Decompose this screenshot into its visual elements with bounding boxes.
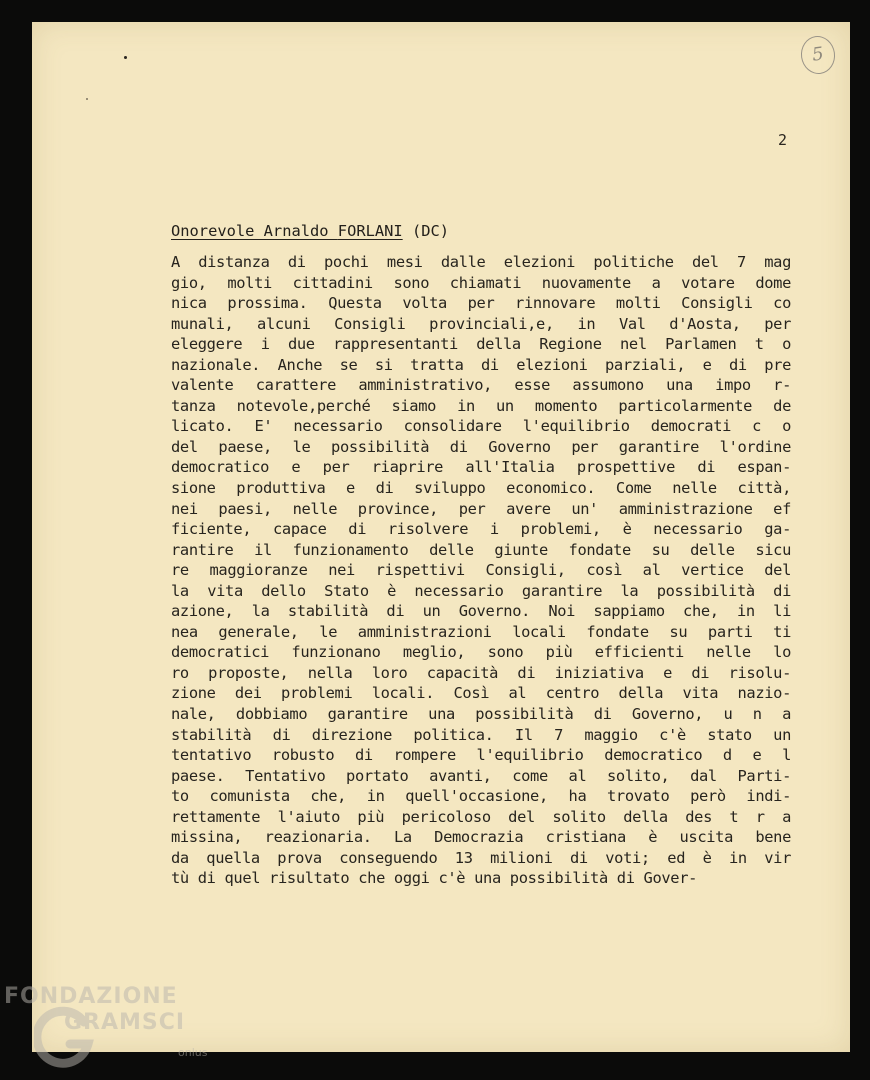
speaker-prefix: Onorevole Arnaldo <box>171 222 338 240</box>
text-line: ro proposte, nella loro capacità di iniziativa e di risolu- <box>171 663 791 682</box>
text-line: re maggioranze nei rispettivi Consigli, così al vertice del <box>171 561 791 580</box>
text-line: azione, la stabilità di un Governo. Noi sappiamo che, in li <box>171 602 791 621</box>
text-line: sione produttiva e di sviluppo economico. Come nelle città, <box>171 479 791 498</box>
speaker-heading <box>171 222 449 240</box>
archive-folio-mark: 5 <box>799 34 838 76</box>
page-number: 2 <box>778 131 788 149</box>
text-line: A distanza di pochi mesi dalle elezioni politiche del 7 mag <box>171 253 791 271</box>
text-line: rettamente l'aiuto più pericoloso del solito della des t r a <box>171 807 791 826</box>
text-line: tù di quel risultato che oggi c'è una possibilità di Gover- <box>171 869 698 888</box>
text-line: munali, alcuni Consigli provinciali,e, in Val d'Aosta, per <box>171 314 791 333</box>
speaker-party: (DC) <box>402 222 450 240</box>
text-line: paese. Tentativo portato avanti, come al solito, dal Parti- <box>171 766 791 785</box>
text-line: tentativo robusto di rompere l'equilibrio democratico d e l <box>171 746 791 765</box>
fondazione-gramsci-watermark <box>4 984 234 1080</box>
text-line: la vita dello Stato è necessario garantire la possibilità di <box>171 581 791 600</box>
text-line: da quella prova conseguendo 13 milioni di voti; ed è in vir <box>171 848 791 867</box>
text-line: rantire il funzionamento delle giunte fondate su delle sicu <box>171 540 791 559</box>
text-line: nica prossima. Questa volta per rinnovare molti Consigli co <box>171 294 791 313</box>
text-line: valente carattere amministrativo, esse assumono una impo r- <box>171 376 791 395</box>
text-line: eleggere i due rappresentanti della Regione nel Parlamen t o <box>171 335 791 354</box>
text-line: democratici funzionano meglio, sono più efficienti nelle lo <box>171 643 791 662</box>
text-line: del paese, le possibilità di Governo per garantire l'ordine <box>171 437 791 456</box>
text-line: nei paesi, nelle province, per avere un' amministrazione ef <box>171 499 791 518</box>
text-line: stabilità di direzione politica. Il 7 maggio c'è stato un <box>171 725 791 744</box>
text-line: nazionale. Anche se si tratta di elezioni parziali, e di pre <box>171 355 791 374</box>
speaker-surname: FORLANI <box>337 222 403 240</box>
watermark-suffix: onlus <box>178 1046 208 1059</box>
watermark-line1: FONDAZIONE <box>4 984 178 1009</box>
text-line: nale, dobbiamo garantire una possibilità di Governo, u n a <box>171 705 791 724</box>
text-line: ficiente, capace di risolvere i problemi, è necessario ga- <box>171 520 791 539</box>
text-line: to comunista che, in quell'occasione, ha trovato però indi- <box>171 787 791 806</box>
text-line: democratico e per riaprire all'Italia prospettive di espan- <box>171 458 791 477</box>
text-line: nea generale, le amministrazioni locali fondate su parti ti <box>171 622 791 641</box>
ink-speck <box>86 98 88 100</box>
text-line: missina, reazionaria. La Democrazia cristiana è uscita bene <box>171 828 791 847</box>
watermark-line2: GRAMSCI <box>64 1010 186 1035</box>
text-line: zione dei problemi locali. Così al centro della vita nazio- <box>171 684 791 703</box>
text-line: gio, molti cittadini sono chiamati nuovamente a votare dome <box>171 273 791 292</box>
ink-speck <box>124 56 127 59</box>
speech-text <box>171 252 791 889</box>
text-line: licato. E' necessario consolidare l'equilibrio democrati c o <box>171 417 791 436</box>
text-line: tanza notevole,perché siamo in un momento particolarmente de <box>171 396 791 415</box>
